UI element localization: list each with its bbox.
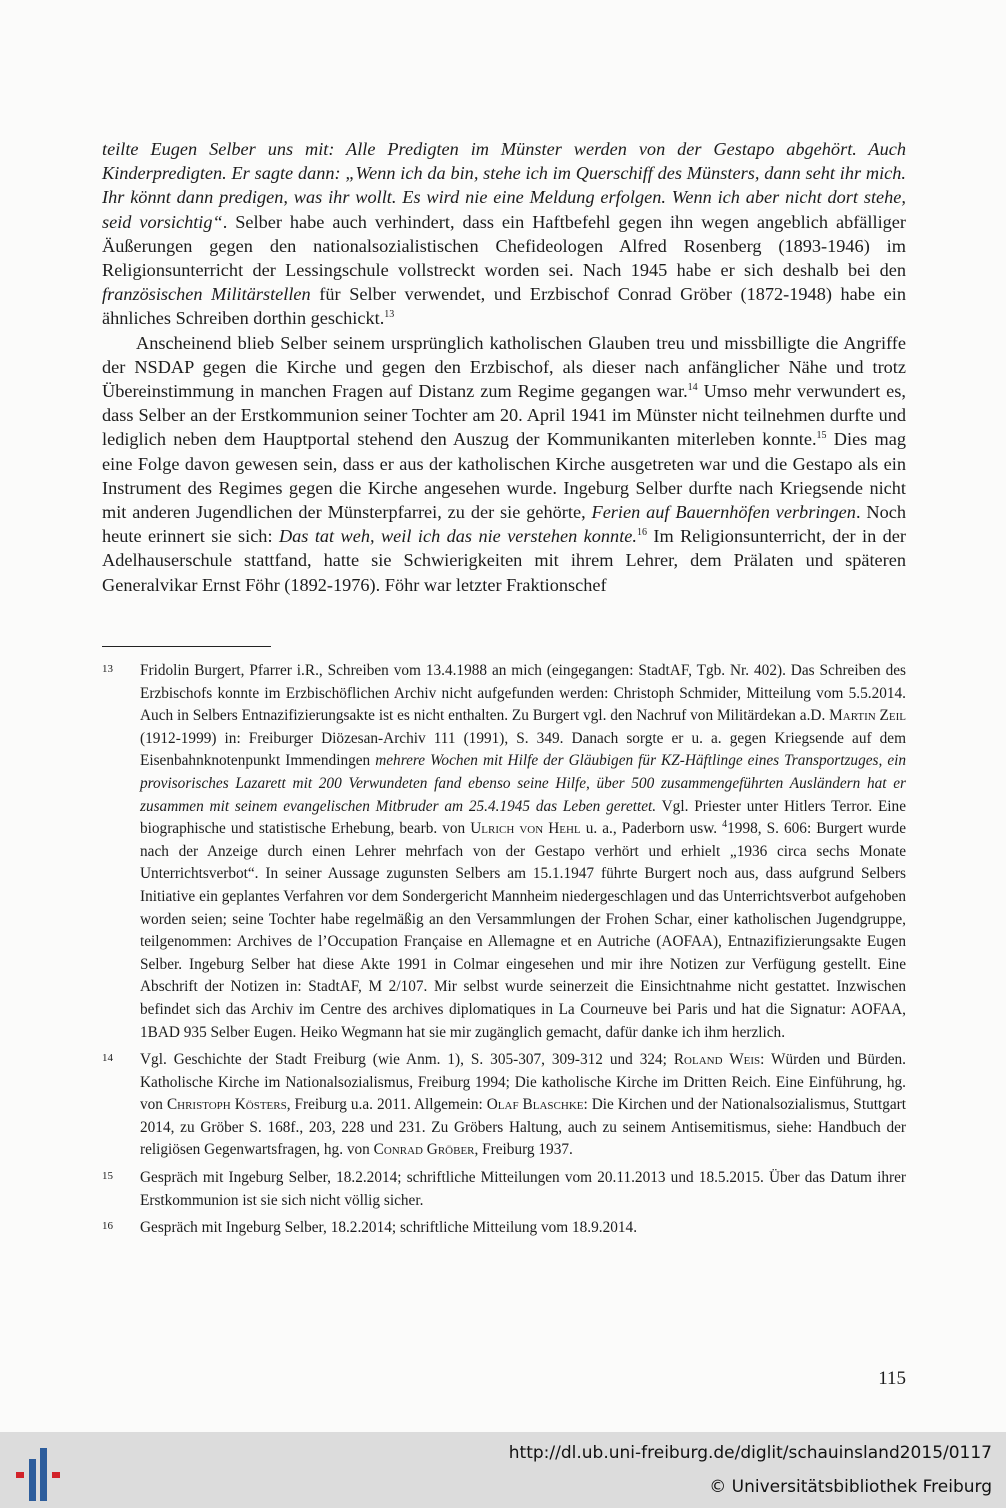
footnote-16: 16 Gespräch mit Ingeburg Selber, 18.2.2014; schriftliche Mitteilung vom 18.9.2014. [102, 1219, 638, 1237]
footnote-number: 13 [102, 663, 113, 675]
quote-text: teilte Eugen Selber uns mit: Alle Predigten im Münster werden von der Gestapo abgehört. Auch Kinderpredigten. Er sagte dann: „Wenn ich da bin, stehe ich im Querschiff des Münsters, dann seht ihr mich. Ihr könnt dann predigen, was ihr wollt. Es wird nie eine Meldung erfolgen. Wenn ich aber nicht dort stehe, seid vorsichtig“ [102, 139, 906, 232]
italic-phrase: Ferien auf Bauernhöfen verbringen [591, 502, 856, 523]
footnote-14: 14 Vgl. Geschichte der Stadt Freiburg (wie Anm. 1), S. 305-307, 309-312 und 324; Roland Weis: Würden und Bürden. Katholische Kirche im Nationalsozialismus, Freiburg 1994; Die katholische Kirche im Dritten Reich. Eine Einführung, hg. von Christoph Kösters, Freiburg u.a. 2011. Allgemein: Olaf Blaschke: Die Kirchen und der Nationalsozialismus, Stuttgart 2014, zu Gröber S. 168f., 203, 228 und 231. Zu Gröbers Haltung, auch zu seinem Antisemitismus, siehe: Handbuch der religiösen Gegenwartsfragen, hg. von Conrad Gröber, Freiburg 1937. [102, 1051, 906, 1159]
footnotes [102, 660, 906, 1245]
main-text [102, 137, 906, 597]
footnote-ref-13[interactable]: 13 [384, 309, 395, 321]
author-name: Martin Zeil [829, 707, 906, 725]
page-number: 115 [878, 1368, 906, 1389]
paragraph-2: Anscheinend blieb Selber seinem ursprünglich katholischen Glauben treu und missbilligte die Angriffe der NSDAP gegen die Kirche und gegen den Erzbischof, als dieser nach anfänglicher Nähe und trotz Übereinstimmung in manchen Fragen auf Distanz zum Regime gegangen war.$^{14}$ Umso mehr verwundert es, dass Selber an der Erstkommunion seiner Tochter am 20. April 1941 im Münster nicht teilnehmen durfte und lediglich neben dem Hauptportal stehend den Auszug der Kommunikanten miterleben konnte.$^{15}$ Dies mag eine Folge davon gewesen sein, dass er aus der katholischen Kirche ausgetreten war und die Gestapo als ein Instrument des Regimes gegen die Kirche angesehen wurde. Ingeburg Selber durfte nach Kriegsende nicht mit anderen Jugendlichen der Münsterpfarrei, zu der sie gehörte, Ferien auf Bauernhöfen verbringen. Noch heute erinnert sie sich: Das tat weh, weil ich das nie verstehen konnte.$^{16}$ Im Religionsunterricht, der in der Adelhauserschule stattfand, hatte sie Schwierigkeiten mit ihrem Lehrer, dem Prälaten und späteren Generalvikar Ernst Föhr (1892-1976). Föhr war letzter Fraktionschef [102, 332, 906, 595]
paragraph-1: teilte Eugen Selber uns mit: Alle Predigten im Münster werden von der Gestapo abgehört. Auch Kinderpredigten. Er sagte dann: „Wenn ich da bin, stehe ich im Querschiff des Münsters, dann seht ihr mich. Ihr könnt dann predigen, was ihr wollt. Es wird nie eine Meldung erfolgen. Wenn ich aber nicht dort stehe, seid vorsichtig“. Selber habe auch verhindert, dass ein Haftbefehl gegen ihn wegen angeblich abfälliger Äußerungen gegen den nationalsozialistischen Chefideologen Alfred Rosenberg (1893-1946) im Religionsunterricht der Lessingschule vollstreckt worden sei. Nach 1945 habe er sich deshalb bei den französischen Militärstellen für Selber verwendet, und Erzbischof Conrad Gröber (1872-1948) habe ein ähnliches Schreiben dorthin geschickt.$^{13}$ [102, 139, 906, 329]
footnote-ref-16[interactable]: 16 [636, 527, 647, 539]
source-url-link[interactable]: http://dl.ub.uni-freiburg.de/diglit/schauinsland2015/0117 [508, 1443, 992, 1463]
author-name: Conrad Gröber [373, 1141, 475, 1159]
footnote-separator [102, 646, 271, 647]
author-name: Ulrich von Hehl [470, 820, 581, 838]
footnote-ref-14[interactable]: 14 [687, 381, 698, 393]
footnote-number: 16 [102, 1220, 113, 1233]
copyright-notice: © Universitätsbibliothek Freiburg [709, 1477, 992, 1497]
author-name: Olaf Blaschke [486, 1096, 584, 1114]
author-name: Christoph Kösters [166, 1096, 287, 1114]
footnote-number: 15 [102, 1170, 113, 1183]
footnote-13: 13 Fridolin Burgert, Pfarrer i.R., Schreiben vom 13.4.1988 an mich (eingegangen: StadtAF, Tgb. Nr. 402). Das Schreiben des Erzbischofs konnte im Erzbischöflichen Archiv nicht aufgefunden werden: Christoph Schmider, Mitteilung vom 5.5.2014. Auch in Selbers Entnazifizierungsakte ist es nicht enthalten. Zu Burgert vgl. den Nachruf von Militärdekan a.D. Martin Zeil (1912-1999) in: Freiburger Diözesan-Archiv 111 (1991), S. 349. Danach sorgte er u. a. gegen Kriegsende auf dem Eisenbahnknotenpunkt Immendingen mehrere Wochen mit Hilfe der Gläubigen für KZ-Häftlinge eines Transportzuges, ein provisorisches Lazarett mit 200 Verwundeten fand ebenso seine Hilfe, über 500 zusammengeführten Ausländern hat er zusammen mit seinem evangelischen Mitbruder am 25.4.1945 das Leben gerettet. Vgl. Priester unter Hitlers Terror. Eine biographische und statistische Erhebung, bearb. von Ulrich von Hehl u. a., Paderborn usw. $^4$1998, S. 606: Burgert wurde nach der Anzeige durch einen Lehrer mehrfach von der Gestapo verhört und erhielt „1936 circa sechs Monate Unterrichtsverbot“. In seiner Aussage zugunsten Selbers am 15.1.1947 führte Burgert noch aus, dass aufgrund Selbers Initiative ein geplantes Verfahren vor dem Sondergericht Mannheim niedergeschlagen und das Unterrichtsverbot aufgehoben worden seien; seine Tochter habe regelmäßig an den Versammlungen der Frohen Schar, einer katholischen Jugendgruppe, teilgenommen: Archives de l’Occupation Française en Allemagne et en Autriche (AOFAA), Entnazifizierungsakte Eugen Selber. Ingeburg Selber hat diese Akte 1991 in Colmar eingesehen und mir ihre Notizen zur Verfügung gestellt. Eine Abschrift der Notizen in: StadtAF, M 2/107. Mir selbst wurde seinerzeit die Einsichtnahme nicht gestattet. Inzwischen befindet sich das Archiv im Centre des archives diplomatiques in La Courneuve bei Paris und hat die Signatur: AOFAA, 1BAD 935 Selber Eugen. Heiko Wegmann hat sie mir zugänglich gemacht, dafür danke ich ihm herzlich. [102, 662, 907, 1041]
ub-freiburg-logo-icon[interactable] [0, 1432, 74, 1508]
footnote-number: 14 [102, 1052, 113, 1065]
footnote-15: 15 Gespräch mit Ingeburg Selber, 18.2.2014; schriftliche Mitteilungen vom 20.11.2013 und 18.5.2015. Über das Datum ihrer Erstkommunion ist sie sich nicht völlig sicher. [102, 1169, 906, 1209]
author-name: Roland Weis [673, 1051, 761, 1069]
quote-text: Das tat weh, weil ich das nie verstehen konnte. [278, 526, 637, 547]
footnote-ref-15[interactable]: 15 [816, 430, 827, 442]
italic-phrase: französischen Militärstellen [102, 284, 311, 305]
